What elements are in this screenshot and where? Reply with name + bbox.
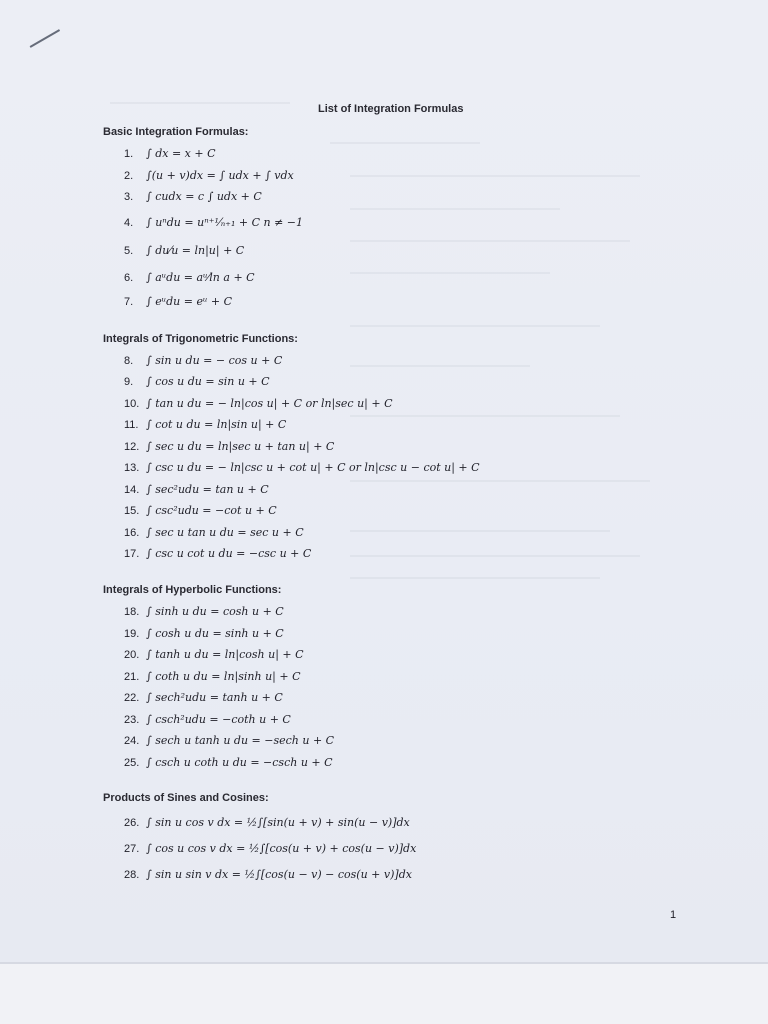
formula-11: 11. ∫ cot u du = ln|sin u| + C <box>124 418 287 431</box>
formula-13: 13. ∫ csc u du = − ln|csc u + cot u| + C or ln|csc u − cot u| + C <box>124 461 480 474</box>
formula-7: 7. ∫ eᵘdu = eᵘ + C <box>124 295 232 308</box>
formula-18: 18. ∫ sinh u du = cosh u + C <box>124 605 284 618</box>
formula-22: 22. ∫ sech²udu = tanh u + C <box>124 691 283 704</box>
page-number: 1 <box>670 909 677 921</box>
formula-25: 25. ∫ csch u coth u du = −csch u + C <box>124 756 333 769</box>
formula-26: 26. ∫ sin u cos v dx = ½∫[sin(u + v) + sin(u − v)]dx <box>124 816 410 829</box>
formula-5: 5. ∫ du⁄u = ln|u| + C <box>124 244 245 257</box>
formula-6: 6. ∫ aᵘdu = aᵘ⁄ln a + C <box>124 271 255 284</box>
formula-24: 24. ∫ sech u tanh u du = −sech u + C <box>124 734 335 747</box>
formula-28: 28. ∫ sin u sin v dx = ½∫[cos(u − v) − cos(u + v)]dx <box>124 868 412 881</box>
page-title: List of Integration Formulas <box>318 103 464 115</box>
formula-1: 1. ∫ dx = x + C <box>124 147 216 160</box>
formula-21: 21. ∫ coth u du = ln|sinh u| + C <box>124 670 301 683</box>
formula-20: 20. ∫ tanh u du = ln|cosh u| + C <box>124 648 304 661</box>
formula-9: 9. ∫ cos u du = sin u + C <box>124 375 270 388</box>
formula-12: 12. ∫ sec u du = ln|sec u + tan u| + C <box>124 440 335 453</box>
section-heading-hyperbolic: Integrals of Hyperbolic Functions: <box>103 584 282 596</box>
formula-16: 16. ∫ sec u tan u du = sec u + C <box>124 526 304 539</box>
formula-23: 23. ∫ csch²udu = −coth u + C <box>124 713 291 726</box>
formula-27: 27. ∫ cos u cos v dx = ½∫[cos(u + v) + cos(u − v)]dx <box>124 842 417 855</box>
formula-19: 19. ∫ cosh u du = sinh u + C <box>124 627 284 640</box>
formula-3: 3. ∫ cudx = c ∫ udx + C <box>124 190 262 203</box>
section-heading-basic: Basic Integration Formulas: <box>103 126 249 138</box>
formula-10: 10. ∫ tan u du = − ln|cos u| + C or ln|sec u| + C <box>124 397 393 410</box>
scanner-background <box>0 964 768 1024</box>
section-heading-products: Products of Sines and Cosines: <box>103 792 269 804</box>
formula-15: 15. ∫ csc²udu = −cot u + C <box>124 504 277 517</box>
formula-14: 14. ∫ sec²udu = tan u + C <box>124 483 269 496</box>
formula-17: 17. ∫ csc u cot u du = −csc u + C <box>124 547 312 560</box>
section-heading-trig: Integrals of Trigonometric Functions: <box>103 333 298 345</box>
formula-8: 8. ∫ sin u du = − cos u + C <box>124 354 283 367</box>
formula-2: 2. ∫(u + v)dx = ∫ udx + ∫ vdx <box>124 169 294 182</box>
formula-4: 4. ∫ uⁿdu = uⁿ⁺¹⁄ₙ₊₁ + C n ≠ −1 <box>124 216 304 229</box>
